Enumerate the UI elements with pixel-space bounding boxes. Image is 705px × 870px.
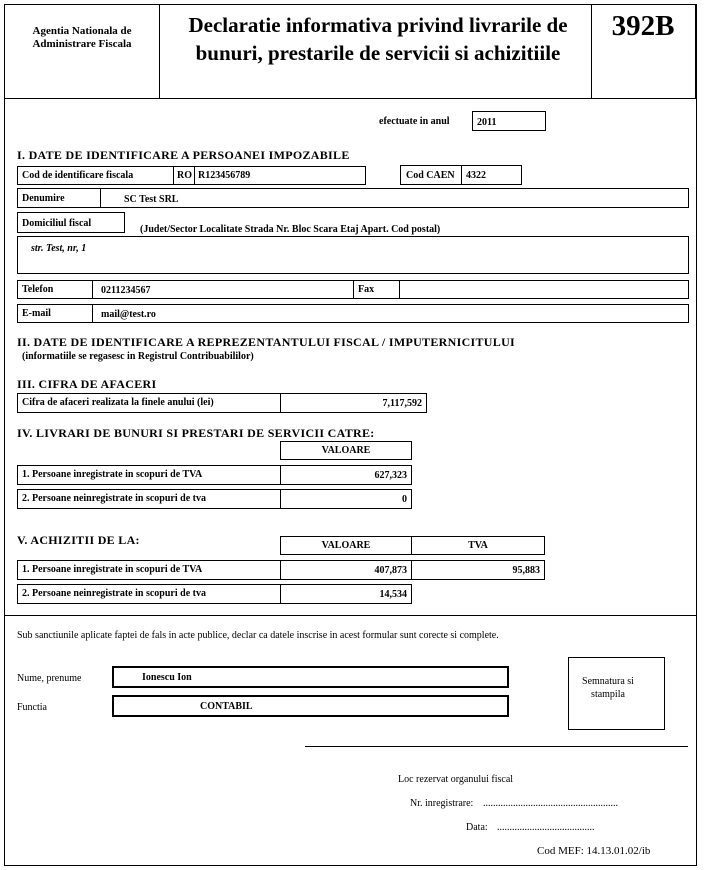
cif-label: Cod de identificare fiscala [22,170,134,181]
signature-label: Semnatura si stampila [582,676,634,700]
s4-row2-label: 2. Persoane neinregistrate in scopuri de tva [22,493,206,504]
email-label: E-mail [22,308,51,319]
address-field[interactable] [17,236,689,274]
s4-row1-label: 1. Persoane inregistrate in scopuri de TVA [22,469,203,480]
s5-col-value-label: VALOARE [321,540,371,551]
declaration-text: Sub sanctiunile aplicate faptei de fals in acte publice, declar ca datele inscrise in acest formular sunt corecte si complete. [17,630,499,641]
reserved-label: Loc rezervat organului fiscal [398,774,514,785]
date-label: Data: [466,822,488,833]
s5-row1-label: 1. Persoane inregistrate in scopuri de TVA [22,564,203,575]
year-label: efectuate in anul [379,116,450,127]
name-label: Denumire [22,193,65,204]
section1-title: I. DATE DE IDENTIFICARE A PERSOANEI IMPOZABILE [17,148,350,162]
person-name-label: Nume, prenume [17,673,82,684]
s4-row2-value: 0 [402,494,407,505]
mef-code: Cod MEF: 14.13.01.02/ib [537,845,651,857]
form-code: 392B [611,10,675,42]
section5-title: V. ACHIZITII DE LA: [17,533,140,547]
phone-label: Telefon [22,284,54,295]
name-value[interactable]: SC Test SRL [124,194,179,205]
fax-label: Fax [358,284,375,295]
caen-value: 4322 [466,170,486,181]
header-divider-right [591,4,592,99]
cif-value: R123456789 [198,170,251,181]
person-name-value: Ionescu Ion [142,672,192,683]
s5-row1-value: 407,873 [374,565,407,576]
s4-row1-value: 627,323 [374,470,407,481]
turnover-label: Cifra de afaceri realizata la finele anului (lei) [22,397,214,408]
registration-label: Nr. inregistrare: [410,798,474,809]
section2-title: II. DATE DE IDENTIFICARE A REPREZENTANTULUI FISCAL / IMPUTERNICITULUI [17,335,516,349]
registration-dots[interactable]: ...................................................... [483,798,618,809]
email-value[interactable]: mail@test.ro [101,309,156,320]
reserved-divider [305,746,688,747]
section3-title: III. CIFRA DE AFACERI [17,377,157,391]
s5-row2-label: 2. Persoane neinregistrate in scopuri de tva [22,588,206,599]
agency-name: Agentia Nationala de Administrare Fiscala [32,25,132,50]
role-value: CONTABIL [200,701,253,712]
header-divider-left [159,4,160,99]
s5-col-vat-label: TVA [468,540,488,551]
form-title: Declaratie informativa privind livrarile de bunuri, prestarile de servicii si achizitiile [188,13,568,65]
turnover-value: 7,117,592 [382,398,422,409]
address-value: str. Test, nr, 1 [31,243,87,254]
footer-divider [4,615,696,616]
name-row [17,188,689,208]
phone-value[interactable]: 0211234567 [101,285,151,296]
s5-row1-vat: 95,883 [512,565,540,576]
section2-subtitle: (informatiile se regasesc in Registrul Contribuabililor) [22,351,254,362]
caen-label: Cod CAEN [406,170,455,181]
year-value: 2011 [477,117,497,128]
ro-label: RO [177,170,192,181]
s5-row2-value: 14,534 [379,589,407,600]
role-label: Functia [17,702,47,713]
s4-col-value-label: VALOARE [321,445,371,456]
section4-title: IV. LIVRARI DE BUNURI SI PRESTARI DE SERVICII CATRE: [17,426,375,440]
address-hint: (Judet/Sector Localitate Strada Nr. Bloc Scara Etaj Apart. Cod postal) [140,224,441,235]
role-field[interactable] [112,695,509,717]
address-label: Domiciliul fiscal [22,218,92,229]
date-dots[interactable]: ....................................... [497,822,595,833]
